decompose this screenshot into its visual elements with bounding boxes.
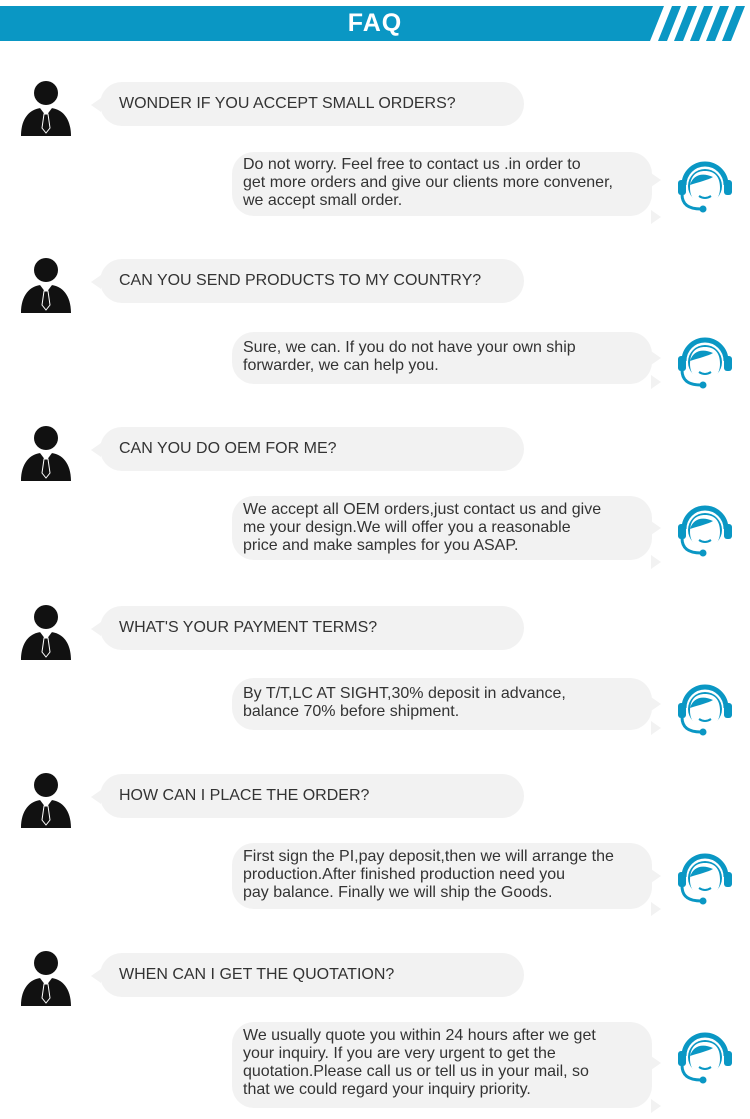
question-bubble: HOW CAN I PLACE THE ORDER?: [100, 774, 524, 818]
answer-bubble: [232, 843, 652, 909]
support-headset-icon: [675, 155, 735, 215]
support-headset-icon: [675, 331, 735, 391]
answer-line: get more orders and give our clients more convener,: [243, 174, 613, 191]
answer-line: First sign the PI,pay deposit,then we will arrange the: [243, 848, 614, 865]
answer-line: we accept small order.: [243, 192, 403, 209]
answer-bubble: [232, 678, 652, 730]
customer-person-icon: [20, 80, 72, 136]
question-bubble: WONDER IF YOU ACCEPT SMALL ORDERS?: [100, 82, 524, 126]
answer-line: pay balance. Finally we will ship the Goods.: [243, 884, 553, 901]
page-title: FAQ: [347, 9, 403, 37]
answer-line: price and make samples for you ASAP.: [243, 537, 519, 554]
answer-line: that we could regard your inquiry priority.: [243, 1081, 531, 1098]
answer-line: We accept all OEM orders,just contact us and give: [243, 501, 602, 518]
question-bubble: CAN YOU SEND PRODUCTS TO MY COUNTRY?: [100, 259, 524, 303]
customer-person-icon: [20, 604, 72, 660]
customer-person-icon: [20, 425, 72, 481]
answer-line: balance 70% before shipment.: [243, 703, 460, 720]
answer-line: Do not worry. Feel free to contact us .in order to: [243, 156, 581, 173]
answer-line: Sure, we can. If you do not have your own ship: [243, 339, 576, 356]
question-bubble: WHEN CAN I GET THE QUOTATION?: [100, 953, 524, 997]
answer-line: production.After finished production need you: [243, 866, 565, 883]
customer-person-icon: [20, 257, 72, 313]
answer-bubble: [232, 332, 652, 384]
support-headset-icon: [675, 847, 735, 907]
customer-person-icon: [20, 950, 72, 1006]
answer-bubble: [232, 496, 652, 560]
answer-line: By T/T,LC AT SIGHT,30% deposit in advance,: [243, 685, 566, 702]
faq-header-banner: [0, 6, 750, 41]
support-headset-icon: [675, 1026, 735, 1086]
question-bubble: CAN YOU DO OEM FOR ME?: [100, 427, 524, 471]
answer-line: We usually quote you within 24 hours after we get: [243, 1027, 596, 1044]
support-headset-icon: [675, 499, 735, 559]
customer-person-icon: [20, 772, 72, 828]
answer-line: me your design.We will offer you a reasonable: [243, 519, 571, 536]
question-bubble: WHAT'S YOUR PAYMENT TERMS?: [100, 606, 524, 650]
answer-bubble: [232, 1022, 652, 1108]
answer-line: quotation.Please call us or tell us in your mail, so: [243, 1063, 589, 1080]
answer-bubble: [232, 152, 652, 216]
support-headset-icon: [675, 678, 735, 738]
answer-line: your inquiry. If you are very urgent to get the: [243, 1045, 556, 1062]
answer-line: forwarder, we can help you.: [243, 357, 439, 374]
